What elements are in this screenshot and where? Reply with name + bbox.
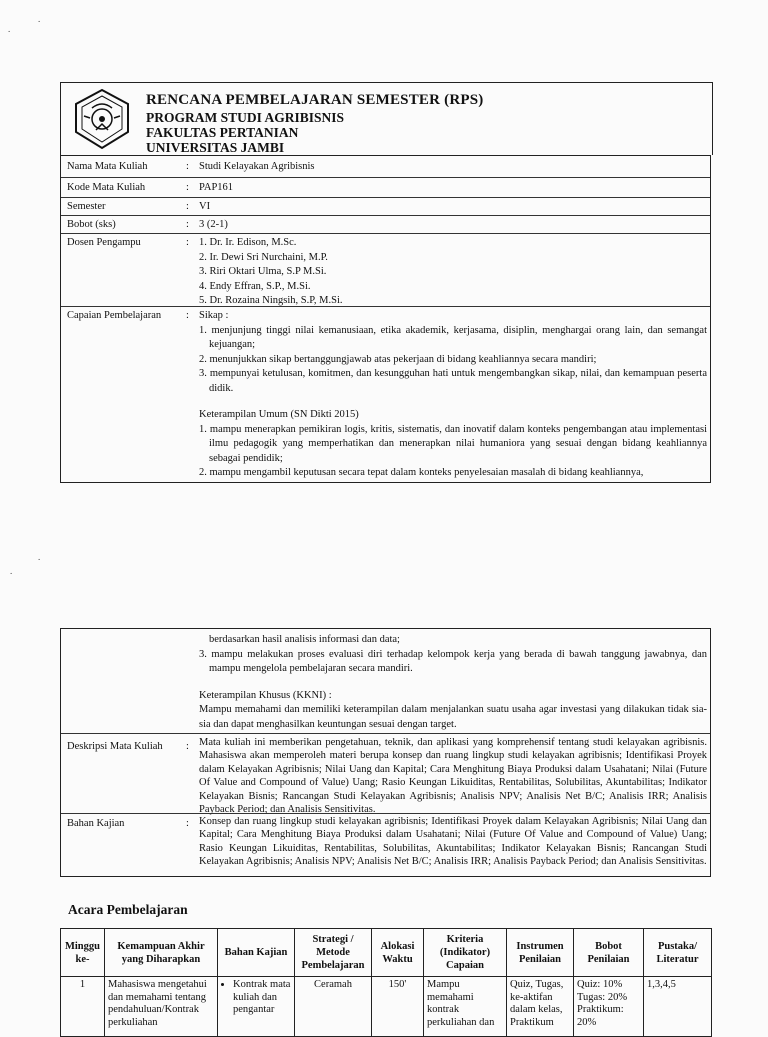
learning-outcomes-label: Capaian Pembelajaran [67,310,162,321]
column-header-weight: Bobot Penilaian [574,929,644,977]
study-material-text: Konsep dan ruang lingkup studi kelayakan agribisnis; Identifikasi Proyek dalam Kelayakan Agribisnis; Nilai Uang dan Kapital; Cara Menghitung Biaya Produksi dalam Usahatani; Nilai (Future Of Value and Compound of Value) Uang; Rasio Keungan Likuiditas, Rentabilitas, Solubilitas, Akuntabilitas; Indikator Kelayakan Bisnis; Rancangan Studi Kelayakan Agribisnis; Analisis NPV; Analisis Net B/C; Analisis IRR; Analisis Payback Period; dan Analisis Sensitivitas. [199,816,707,868]
row-divider [61,813,710,814]
column-header-instrument: Instrumen Penilaian [507,929,574,977]
scan-speck: . [38,14,41,24]
course-name-label: Nama Mata Kuliah [67,161,148,172]
expected-ability-cell: Mahasiswa mengetahui dan memahami tentang pendahuluan/Kontrak perkuliahan [105,977,218,1037]
schedule-section-title: Acara Pembelajaran [68,902,188,917]
criteria-cell: Mampu memahami kontrak perkuliahan dan [424,977,507,1037]
scan-speck: . [38,552,41,562]
row-divider [61,197,710,198]
learning-outcomes-text [199,309,707,481]
lecturer-item: 4. Endy Effran, S.P., M.Si. [199,280,311,292]
colon: : [186,741,189,752]
general-skill-item: 3. mampu melakukan proses evaluasi diri terhadap kelompok kerja yang berada di bawah tanggung jawabnya, dan mampu mengelola pembelajaran secara mandiri. [199,648,707,674]
lecturer-list [199,236,343,309]
scan-speck: . [8,24,11,34]
general-skill-item-continued: berdasarkan hasil analisis informasi dan data; [209,634,400,645]
time-cell: 150' [372,977,424,1037]
colon: : [186,818,189,829]
specific-skills-text: Mampu memahami dan memiliki keterampilan dalam menjalankan suatu usaha agar investasi yang dilakukan tidak sia-sia dan dapat menghasilkan keuntungan sesuai dengan target. [199,704,707,730]
course-description-label: Deskripsi Mata Kuliah [67,741,163,752]
specific-skills-heading: Keterampilan Khusus (KKNI) : [199,689,332,701]
column-header-study-material: Bahan Kajian [218,929,295,977]
course-code-value: PAP161 [199,182,234,193]
list-item: • Kontrak mata kuliah dan pengantar [233,979,291,1017]
program-name: PROGRAM STUDI AGRIBISNIS [146,110,345,125]
lecturer-item: 3. Riri Oktari Ulma, S.P M.Si. [199,266,327,277]
learning-outcomes-continued [199,633,707,732]
colon: : [186,237,189,248]
course-name-value: Studi Kelayakan Agribisnis [199,161,315,172]
attitude-item: 1. menjunjung tinggi nilai kemanusiaan, etika akademik, kerjasama, disiplin, menghargai orang lain, dan semangat kejuangan; [199,324,707,350]
course-code-label: Kode Mata Kuliah [67,182,146,193]
weight-cell: Quiz: 10% Tugas: 20% Praktikum: 20% [574,977,644,1037]
row-divider [61,306,710,307]
schedule-header-row [61,929,712,977]
attitude-item: 3. mempunyai ketulusan, komitmen, dan kesungguhan hati untuk mengembangkan sikap, nilai, dan kemampuan peserta didik. [199,368,707,394]
lecturer-label: Dosen Pengampu [67,237,141,248]
table-row [61,977,712,1037]
column-header-method: Strategi / Metode Pembelajaran [295,929,372,977]
attitude-item: 2. menunjukkan sikap bertanggungjawab atas pekerjaan di bidang keahliannya secara mandiri; [199,353,597,365]
university-name: UNIVERSITAS JAMBI [146,140,285,155]
attitude-heading: Sikap : [199,310,229,321]
semester-value: VI [199,201,211,212]
study-material-cell [218,977,295,1037]
instrument-cell: Quiz, Tugas, ke-aktifan dalam kelas, Praktikum [507,977,574,1037]
colon: : [186,182,189,193]
column-header-reference: Pustaka/ Literatur [644,929,712,977]
credit-value: 3 (2-1) [199,219,228,230]
colon: : [186,201,189,212]
university-logo-icon [70,88,134,150]
row-divider [61,233,710,234]
scan-speck: . [10,566,13,576]
column-header-week: Minggu ke- [61,929,105,977]
column-header-expected-ability: Kemampuan Akhir yang Diharapkan [105,929,218,977]
colon: : [186,310,189,321]
course-description-text: Mata kuliah ini memberikan pengetahuan, teknik, dan aplikasi yang komprehensif tentang studi kelayakan agribisnis. Mahasiswa akan memperoleh materi berupa konsep dan ruang lingkup studi kelayakan agribisnis; Identifikasi Proyek dalam Kelayakan Agribisnis; Nilai Uang dan Kapital; Cara Menghitung Biaya Produksi dalam Usahatani; Nilai (Future Of Value and Compound of Value) Uang; Rasio Keungan Likuiditas, Rentabilitas, Solubilitas, Akuntabilitas; Indikator Kelayakan Bisnis; Rancangan Studi Kelayakan Agribisnis; Analisis NPV; Analisis Net B/C; Analisis IRR; Analisis Payback Period; dan Analisis Sensitivitas. [199,737,707,816]
column-header-time: Alokasi Waktu [372,929,424,977]
course-info-table-continued [60,628,711,877]
general-skills-heading: Keterampilan Umum (SN Dikti 2015) [199,409,359,420]
method-cell: Ceramah [295,977,372,1037]
lecturer-item: 1. Dr. Ir. Edison, M.Sc. [199,237,297,248]
row-divider [61,177,710,178]
schedule-table [60,928,712,1037]
reference-cell: 1,3,4,5 [644,977,712,1037]
document-title: RENCANA PEMBELAJARAN SEMESTER (RPS) [146,92,484,108]
row-divider [61,733,710,734]
faculty-name: FAKULTAS PERTANIAN [146,125,299,140]
column-header-criteria: Kriteria (Indikator) Capaian [424,929,507,977]
general-skill-item: 2. mampu mengambil keputusan secara tepat dalam konteks penyelesaian masalah di bidang keahliannya, [199,467,644,478]
lecturer-item: 2. Ir. Dewi Sri Nurchaini, M.P. [199,251,328,263]
credit-label: Bobot (sks) [67,219,116,230]
week-cell: 1 [61,977,105,1037]
colon: : [186,161,189,172]
study-material-label: Bahan Kajian [67,818,125,829]
lecturer-item: 5. Dr. Rozaina Ningsih, S.P, M.Si. [199,295,343,306]
general-skill-item: 1. mampu menerapkan pemikiran logis, kritis, sistematis, dan inovatif dalam konteks pengembangan atau implementasi ilmu pedagogik yang memperhatikan dan menerapkan nilai humaniora yang sesuai dengan bidang keahliannya sebagai pendidik; [199,423,707,464]
semester-label: Semester [67,201,106,212]
colon: : [186,219,189,230]
course-info-table [60,155,711,483]
row-divider [61,215,710,216]
